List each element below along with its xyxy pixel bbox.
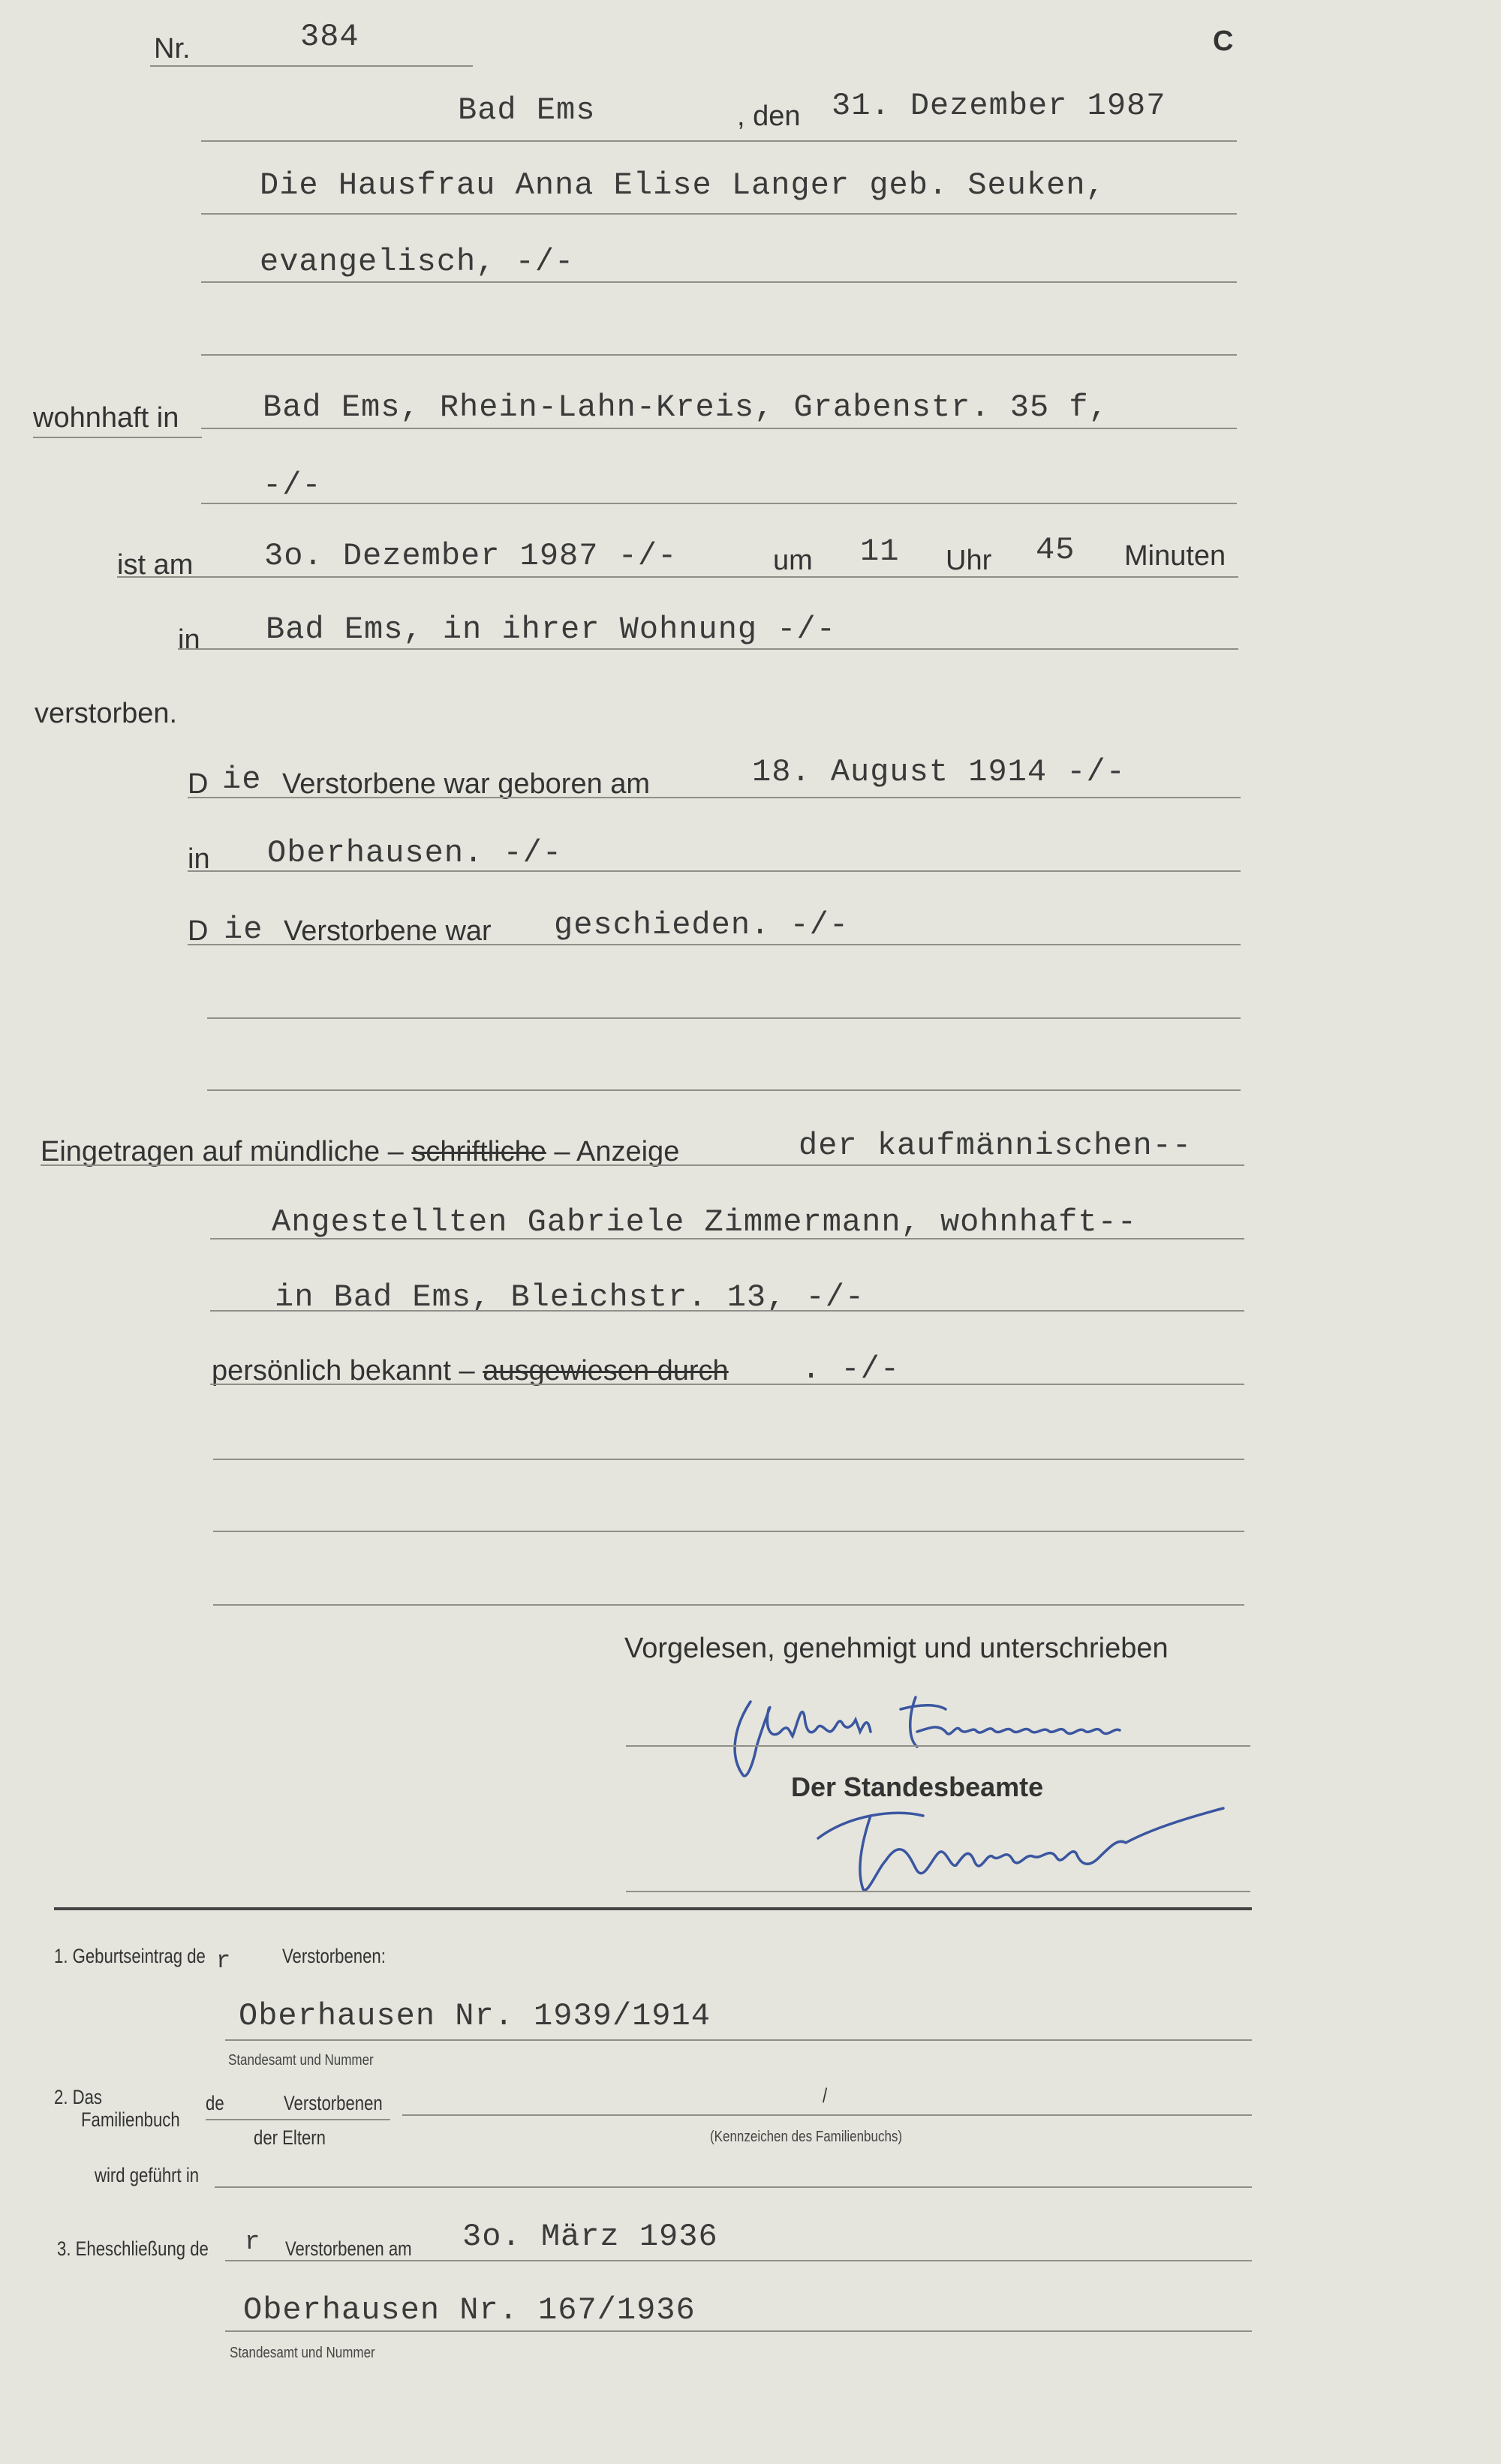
note3-standesamt-label: Standesamt und Nummer xyxy=(230,2345,375,2361)
signature-official xyxy=(803,1793,1253,1898)
note1-rule xyxy=(225,2039,1252,2041)
signature-informant xyxy=(720,1687,1216,1784)
note2-kennzeichen: (Kennzeichen des Familienbuchs) xyxy=(710,2129,903,2145)
residence-line-1: Bad Ems, Rhein-Lahn-Kreis, Grabenstr. 35 f, xyxy=(263,389,1108,425)
note3-suffix: r xyxy=(245,2228,261,2257)
closing-text: Vorgelesen, genehmigt und unterschrieben xyxy=(624,1633,1169,1664)
birth-place: Oberhausen. -/- xyxy=(267,835,563,871)
note1-verstorbenen: Verstorbenen: xyxy=(282,1945,386,1967)
note2-kennzeichen-rule xyxy=(402,2114,1252,2116)
note2-num: 2. Das xyxy=(54,2086,102,2108)
uhr-label: Uhr xyxy=(946,545,992,576)
report-line-2: Angestellten Gabriele Zimmermann, wohnhaft-- xyxy=(272,1204,1137,1240)
report-label xyxy=(41,1137,679,1166)
note3-date: 3o. März 1936 xyxy=(462,2219,718,2255)
person-line-2-rule xyxy=(201,281,1237,283)
marital-ie-typed: ie xyxy=(224,912,263,948)
verstorben-label: verstorben. xyxy=(35,698,178,729)
known-typed: . -/- xyxy=(802,1351,901,1387)
report-line-1: der kaufmännischen-- xyxy=(799,1128,1193,1164)
blank-rule-3 xyxy=(213,1459,1244,1460)
note1-suffix: r xyxy=(216,1947,232,1975)
residence-line-1-rule xyxy=(201,428,1237,429)
note2-de: de xyxy=(206,2092,224,2114)
official-label: Der Standesbeamte xyxy=(791,1771,1044,1802)
signature-2-rule xyxy=(626,1891,1250,1892)
note2-familienbuch: Familienbuch xyxy=(81,2108,180,2131)
note3-label: 3. Eheschließung de xyxy=(57,2237,209,2260)
known-rule xyxy=(210,1384,1244,1385)
report-line-3-rule xyxy=(210,1310,1244,1312)
person-line-1: Die Hausfrau Anna Elise Langer geb. Seuken, xyxy=(260,167,1105,203)
notes-divider xyxy=(54,1907,1252,1910)
known-label xyxy=(212,1357,729,1385)
blank-rule-4 xyxy=(213,1531,1244,1532)
blank-rule-2 xyxy=(207,1089,1241,1091)
note1-label: 1. Geburtseintrag de xyxy=(54,1945,206,1967)
note2-gefuehrt: wird geführt in xyxy=(95,2164,200,2186)
death-hour: 11 xyxy=(860,533,900,569)
marital-label: Verstorbene war xyxy=(284,915,492,947)
birth-date: 18. August 1914 -/- xyxy=(752,754,1126,790)
birth-label: Verstorbene war geboren am xyxy=(282,768,651,800)
residence-label-rule xyxy=(33,437,202,438)
report-line-1-rule xyxy=(41,1164,1244,1166)
death-place: Bad Ems, in ihrer Wohnung -/- xyxy=(266,611,836,648)
nr-underline xyxy=(150,65,473,67)
blank-rule-5 xyxy=(213,1604,1244,1606)
marital-prefix: D xyxy=(188,915,209,947)
death-place-rule xyxy=(178,648,1238,650)
birth-place-rule xyxy=(188,870,1241,872)
residence-line-2-rule xyxy=(201,503,1237,504)
note2-gefuehrt-rule xyxy=(215,2186,1252,2188)
report-label-start: Eingetragen auf mündliche – xyxy=(41,1136,404,1167)
report-label-struck: schriftliche xyxy=(411,1136,546,1167)
place-date-line xyxy=(201,140,1237,142)
note1-value: Oberhausen Nr. 1939/1914 xyxy=(239,1998,711,2034)
note1-standesamt-label: Standesamt und Nummer xyxy=(228,2052,374,2069)
death-date: 3o. Dezember 1987 -/- xyxy=(264,538,678,574)
form-letter: C xyxy=(1213,26,1234,57)
blank-rule-1 xyxy=(207,1017,1241,1019)
birth-date-rule xyxy=(188,797,1241,798)
note2-slash: / xyxy=(823,2084,828,2107)
signature-1-rule xyxy=(626,1745,1250,1747)
residence-line-2: -/- xyxy=(263,467,322,503)
note3-rule xyxy=(225,2330,1252,2332)
death-time-rule xyxy=(117,576,1238,578)
known-label-struck: ausgewiesen durch xyxy=(483,1355,729,1387)
person-line-2: evangelisch, -/- xyxy=(260,244,575,280)
death-minutes: 45 xyxy=(1036,532,1075,568)
birth-prefix: D xyxy=(188,768,209,800)
note3-verstorbenen: Verstorbenen am xyxy=(285,2237,412,2260)
note2-eltern: der Eltern xyxy=(254,2126,326,2149)
minuten-label: Minuten xyxy=(1124,540,1226,572)
nr-value: 384 xyxy=(300,19,359,55)
person-line-1-rule xyxy=(201,213,1237,215)
ist-am-label: ist am xyxy=(117,549,194,581)
note2-verstorbenen-rule xyxy=(206,2119,390,2120)
nr-label: Nr. xyxy=(154,33,191,65)
birth-in-label: in xyxy=(188,843,210,875)
birth-ie-typed: ie xyxy=(222,762,262,798)
marital-status: geschieden. -/- xyxy=(554,907,850,943)
report-label-end: – Anzeige xyxy=(554,1136,680,1167)
known-label-start: persönlich bekannt – xyxy=(212,1355,475,1387)
person-line-3-rule xyxy=(201,354,1237,356)
report-line-2-rule xyxy=(210,1238,1244,1240)
date-value: 31. Dezember 1987 xyxy=(832,88,1166,124)
note2-verstorbenen: Verstorbenen xyxy=(284,2092,383,2114)
report-line-3: in Bad Ems, Bleichstr. 13, -/- xyxy=(275,1279,865,1315)
death-in-label: in xyxy=(178,624,200,656)
marital-status-rule xyxy=(188,944,1241,945)
residence-label: wohnhaft in xyxy=(33,402,179,434)
note3-value: Oberhausen Nr. 167/1936 xyxy=(243,2292,696,2328)
place-value: Bad Ems xyxy=(458,92,596,128)
note3-date-rule xyxy=(225,2260,1252,2261)
um-label: um xyxy=(773,545,813,576)
den-label: , den xyxy=(737,101,801,132)
